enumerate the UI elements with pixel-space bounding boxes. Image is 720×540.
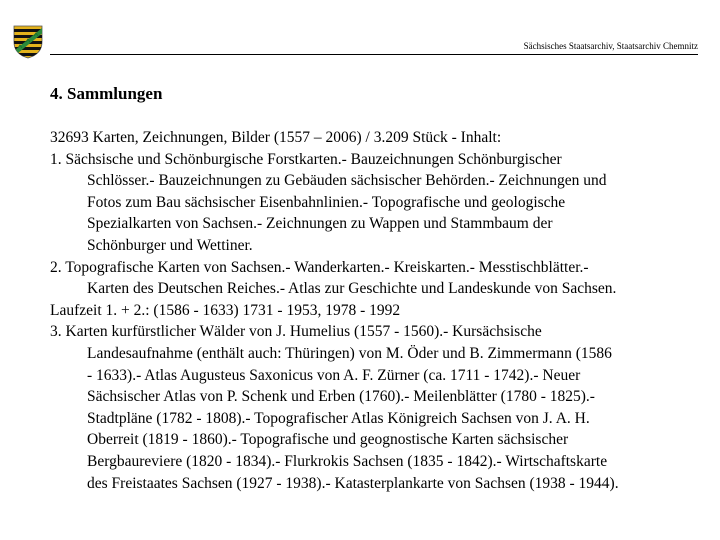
text-line: Landesaufnahme (enthält auch: Thüringen) von M. Öder und B. Zimmermann (1586 [87, 344, 612, 362]
text-line: des Freistaates Sachsen (1927 - 1938).- Katasterplankarte von Sachsen (1938 - 1944). [87, 474, 619, 492]
text-line: Schönburger und Wettiner. [87, 236, 253, 254]
text-line: - 1633).- Atlas Augusteus Saxonicus von A. F. Zürner (ca. 1711 - 1742).- Neuer [87, 366, 581, 384]
section-title: 4. Sammlungen [50, 84, 163, 103]
text-line: Stadtpläne (1782 - 1808).- Topografischer Atlas Königreich Sachsen von J. A. H. [87, 409, 590, 427]
text-line: Karten des Deutschen Reiches.- Atlas zur Geschichte und Landeskunde von Sachsen. [87, 280, 617, 298]
text-line: Schlösser.- Bauzeichnungen zu Gebäuden sächsischer Behörden.- Zeichnungen und [87, 172, 607, 190]
header-rule [50, 54, 698, 55]
text-line: Laufzeit 1. + 2.: (1586 - 1633) 1731 - 1953, 1978 - 1992 [50, 301, 401, 319]
text-line: Oberreit (1819 - 1860).- Topografische und geognostische Karten sächsischer [87, 431, 569, 449]
text-line: Bergbaureviere (1820 - 1834).- Flurkrokis Sachsen (1835 - 1842).- Wirtschaftskarte [87, 452, 608, 470]
collection-description [50, 127, 710, 494]
text-line: 2. Topografische Karten von Sachsen.- Wanderkarten.- Kreiskarten.- Messtischblätter.- [50, 258, 589, 276]
archive-name: Sächsisches Staatsarchiv, Staatsarchiv Chemnitz [523, 41, 698, 51]
text-line: Fotos zum Bau sächsischer Eisenbahnlinien.- Topografische und geologische [87, 193, 566, 211]
text-line: 32693 Karten, Zeichnungen, Bilder (1557 – 2006) / 3.209 Stück - Inhalt: [50, 129, 502, 146]
saxony-coat-of-arms-icon [12, 24, 44, 60]
text-line: Sächsischer Atlas von P. Schenk und Erben (1760).- Meilenblätter (1780 - 1825).- [87, 388, 595, 406]
text-line: 1. Sächsische und Schönburgische Forstkarten.- Bauzeichnungen Schönburgischer [50, 150, 562, 168]
text-line: 3. Karten kurfürstlicher Wälder von J. Humelius (1557 - 1560).- Kursächsische [50, 323, 542, 341]
text-line: Spezialkarten von Sachsen.- Zeichnungen zu Wappen und Stammbaum der [87, 215, 553, 233]
